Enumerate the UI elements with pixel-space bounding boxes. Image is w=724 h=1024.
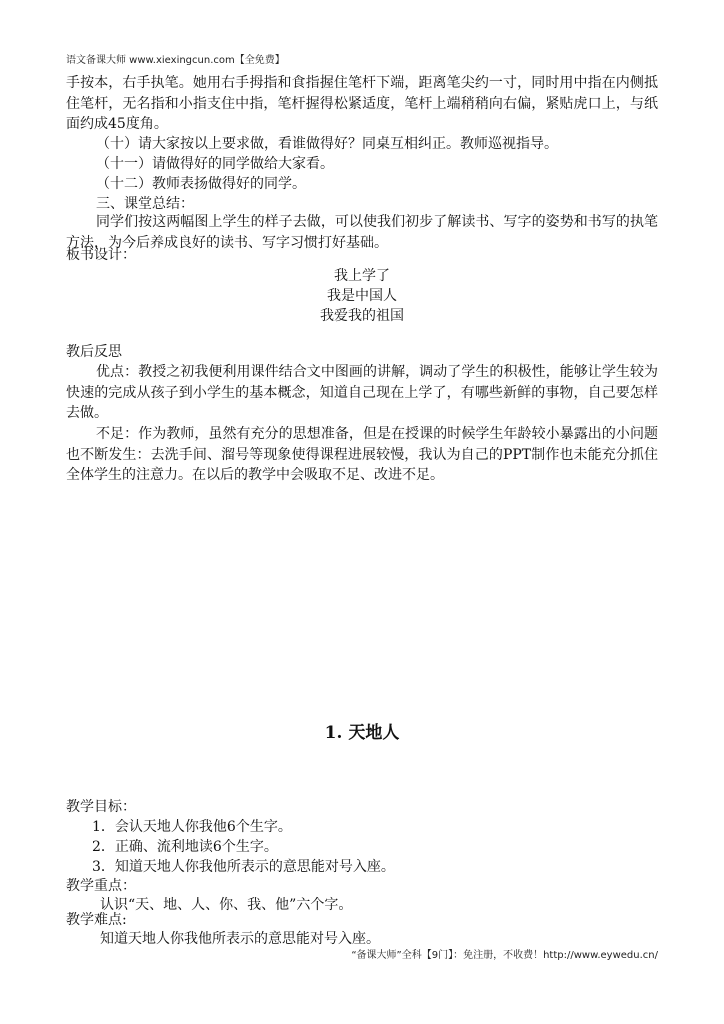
step-10: （十）请大家按以上要求做，看谁做得好？同桌互相纠正。教师巡视指导。 xyxy=(96,136,558,152)
difficulty-text: 知道天地人你我他所表示的意思能对号入座。 xyxy=(100,931,380,947)
goal-1: 1．会认天地人你我他6个生字。 xyxy=(92,819,292,835)
top-paragraph: 手按本，右手执笔。她用右手拇指和食指握住笔杆下端，距离笔尖约一寸，同时用中指在内侧抵住笔杆，无名指和小指支住中指，笔杆握得松紧适度，笔杆上端稍稍向右偏，紧贴虎口上，与纸面约成45度角。 xyxy=(66,75,658,132)
key-heading: 教学重点： xyxy=(66,878,136,894)
lesson-title: 1. 天地人 xyxy=(324,723,400,743)
summary-heading: 三、课堂总结： xyxy=(96,196,194,212)
goal-3: 3．知道天地人你我他所表示的意思能对号入座。 xyxy=(92,859,395,875)
reflection-shortcomings: 不足：作为教师，虽然有充分的思想准备，但是在授课的时候学生年龄较小暴露出的小问题也不断发生：去洗手间、溜号等现象使得课程进展较慢，我认为自己的PPT制作也未能充分抓住全体学生的注意力。在以后的教学中会吸取不足、改进不足。 xyxy=(66,426,658,483)
board-line-3: 我爱我的祖国 xyxy=(320,308,404,324)
goal-2: 2．正确、流利地读6个生字。 xyxy=(92,839,278,855)
goals-heading: 教学目标： xyxy=(66,799,136,815)
reflection-heading: 教后反思 xyxy=(66,344,122,360)
board-heading: 板书设计： xyxy=(66,247,136,263)
summary-text: 同学们按这两幅图上学生的样子去做，可以使我们初步了解读书、写字的姿势和书写的执笔方法，为今后养成良好的读书、写字习惯打好基础。 xyxy=(66,214,658,251)
difficulty-heading: 教学难点: xyxy=(66,912,127,928)
page-header: 语文备课大师 www.xiexingcun.com【全免费】 xyxy=(66,55,285,66)
step-12: （十二）教师表扬做得好的同学。 xyxy=(96,176,306,192)
board-line-1: 我上学了 xyxy=(334,268,390,284)
board-line-2: 我是中国人 xyxy=(327,288,397,304)
reflection-merits: 优点：教授之初我便利用课件结合文中图画的讲解，调动了学生的积极性，能够让学生较为快速的完成从孩子到小学生的基本概念，知道自己现在上学了，有哪些新鲜的事物，自己要怎样去做。 xyxy=(66,364,658,421)
page-footer: “备课大师”全科【9门】：免注册，不收费！http://www.eywedu.cn/ xyxy=(351,950,658,961)
key-text: 认识“天、地、人、你、我、他”六个字。 xyxy=(100,897,353,913)
step-11: （十一）请做得好的同学做给大家看。 xyxy=(96,156,334,172)
